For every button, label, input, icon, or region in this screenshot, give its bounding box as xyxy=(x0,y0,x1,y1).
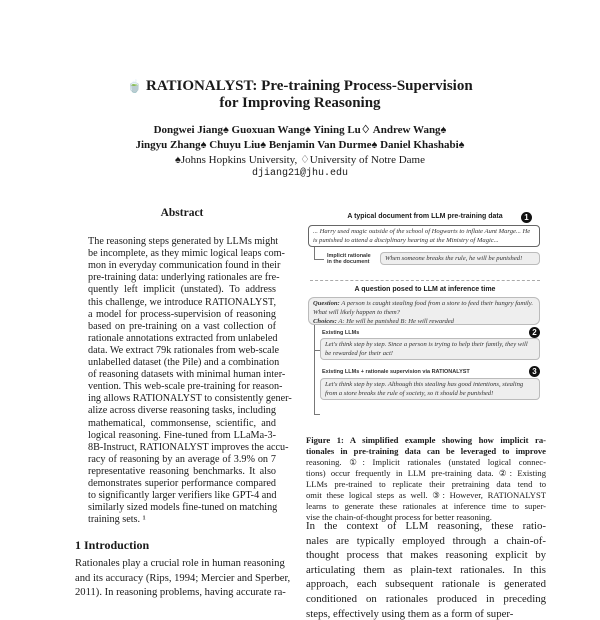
rationalyst-logo-icon: 🍵 xyxy=(127,79,143,93)
abstract-line: unlabelled dataset (the Pile) and a combination xyxy=(88,357,280,368)
abstract-line: ing allows RATIONALYST to consistently gener- xyxy=(88,393,292,405)
caption-line: omit these logical steps as well. ③: However, RATIONALYST xyxy=(306,490,546,500)
abstract-line: mathematical, commonsense, scientific, and xyxy=(88,417,276,429)
rationalyst-label: Existing LLMs + rationale supervision via RATIONALYST xyxy=(322,369,470,375)
caption-line: Figure 1: A simplified example showing how implicit ra- xyxy=(306,435,546,445)
badge-2-icon: 2 xyxy=(529,327,540,338)
question-label: Question: xyxy=(313,300,340,307)
abstract-line: data. We extract 79k rationales from web-scale xyxy=(88,344,280,356)
email: djiang21@jhu.edu xyxy=(251,168,348,179)
caption-line: reasoning. ①: Implicit rationales (unstated logical connec- xyxy=(306,457,546,467)
abstract-line: racy of reasoning by an average of 3.9% on 7 xyxy=(88,453,276,465)
badge-1-icon: 1 xyxy=(521,212,532,223)
abstract-line: pre-training data: underlying rationales are fre- xyxy=(88,272,280,284)
paper-title xyxy=(0,77,600,95)
caption-line: learns to generate these rationales at inference time to super- xyxy=(306,501,546,511)
affiliations: ♠Johns Hopkins University, ♢University of Notre Dame xyxy=(175,154,425,166)
figure-heading-inference: A question posed to LLM at inference time xyxy=(354,286,496,293)
body-line: articulating them as plain-text rationales. In this xyxy=(306,563,546,576)
figure-heading-pretraining: A typical document from LLM pre-training data xyxy=(347,213,503,220)
question-text: A person is caught stealing food from a store to feed their hungry family. What will likely happen to them? xyxy=(313,300,533,316)
authors-line-1: Dongwei Jiang♠ Guoxuan Wang♠ Yining Lu♢ Andrew Wang♠ xyxy=(153,124,447,136)
figure-divider xyxy=(310,280,540,281)
rationalyst-box: Let's think step by step. Although this stealing has good intentions, stealing from a store breaks the rule of society, so it should be punished! xyxy=(320,378,540,400)
body-line: approach, each subsequent rationale is generated xyxy=(306,578,546,591)
abstract-line: a model for process-supervision of reasoning xyxy=(88,308,276,320)
body-line: thought process that makes reasoning explicit by xyxy=(306,549,546,562)
abstract-line: quently left implicit (unstated). To address xyxy=(88,284,276,296)
caption-line: LLMs pre-trained to replicate their pretraining data tend to xyxy=(306,479,546,489)
abstract-line: demonstrates superior performance compared xyxy=(88,478,276,489)
body-line: steps, effectively using them as a form of super- xyxy=(306,607,514,620)
choices-text: A: He will be punished B: He will rewarded xyxy=(338,318,454,325)
abstract-line: The reasoning steps generated by LLMs might xyxy=(88,236,279,247)
document-box: ... Harry used magic outside of the school of Hogwarts to inflate Aunt Marge... He is punished to attend a disciplinary hearing at the Ministry of Magic... xyxy=(308,225,540,247)
abstract-line: vention. This web-scale pre-training for reason- xyxy=(88,381,283,393)
abstract-line: alize across diverse reasoning tasks, including xyxy=(88,405,276,417)
abstract-line: representative reasoning benchmarks. It also xyxy=(88,465,276,477)
caption-line: tions) occur frequently in LLM pre-training data. ②: Existing xyxy=(306,468,546,478)
introduction-line: and its accuracy (Rips, 1994; Mercier and Sperber, xyxy=(75,572,291,584)
caption-line: tionales in pre-training data can be leveraged to improve xyxy=(306,446,546,456)
existing-llms-label: Existing LLMs xyxy=(322,330,360,336)
title-line-1: RATIONALYST: Pre-training Process-Supervision xyxy=(146,78,473,94)
abstract-line: similarly sized models fine-tuned on matching xyxy=(88,502,278,514)
abstract-line: 8B-Instruct, RATIONALYST improves the accu- xyxy=(88,441,289,453)
abstract-line: mon in everyday communication found in their xyxy=(88,260,281,272)
implicit-rationale-box: When someone breaks the rule, he will be punished! xyxy=(380,252,540,265)
introduction-line: 2011). In reasoning problems, having accurate ra- xyxy=(75,587,286,598)
abstract-line: based on pre-training on a vast collection of xyxy=(88,320,276,332)
introduction-line: Rationales play a crucial role in human reasoning xyxy=(75,558,285,569)
choices-label: Choices: xyxy=(313,318,337,325)
badge-3-icon: 3 xyxy=(529,366,540,377)
abstract-line: training sets. ¹ xyxy=(88,514,146,526)
introduction-heading: 1 Introduction xyxy=(75,538,150,552)
question-box xyxy=(308,297,540,325)
implicit-rationale-label: Implicit rationale in the document xyxy=(327,253,371,265)
authors-line-2: Jingyu Zhang♠ Chuyu Liu♠ Benjamin Van Durme♠ Daniel Khashabi♠ xyxy=(135,139,465,151)
caption-line: vise the chain-of-thought process for better reasoning. xyxy=(306,512,492,522)
body-line: In the context of LLM reasoning, these ratio- xyxy=(306,520,546,532)
abstract-line: this challenge, we introduce RATIONALYST, xyxy=(88,296,276,308)
body-line: conditioned on rationales produced in preceding xyxy=(306,593,546,605)
title-line-2: for Improving Reasoning xyxy=(219,95,381,111)
abstract-line: of reasoning datasets with minimal human inter- xyxy=(88,369,286,381)
abstract-line: be incomplete, as they mimic logical leaps com- xyxy=(88,248,285,260)
abstract-line: rationale annotations extracted from unlabeled xyxy=(88,332,278,344)
existing-llms-box: Let's think step by step. Since a person is trying to help their family, they will be rewarded for their act! xyxy=(320,338,540,360)
abstract-heading: Abstract xyxy=(160,207,204,219)
abstract-line: to significantly larger verifiers like GPT-4 and xyxy=(88,490,277,502)
body-line: nales are typically employed through a chain-of- xyxy=(306,534,546,547)
abstract-line: logical reasoning. Fine-tuned from LLaMa-3- xyxy=(88,429,276,441)
